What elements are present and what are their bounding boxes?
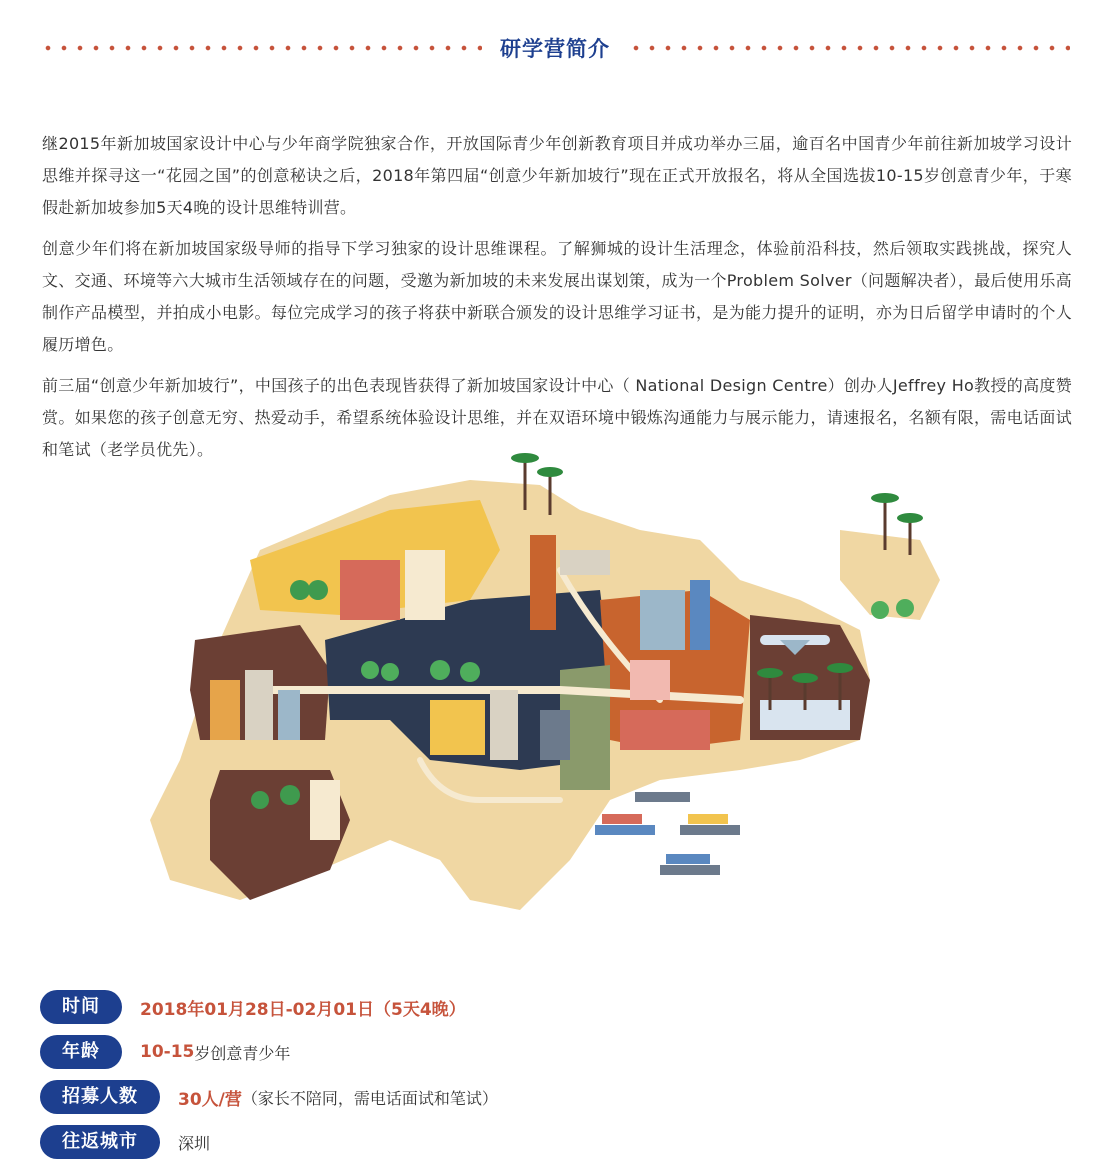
map-tree bbox=[430, 660, 450, 680]
label-pill-city: 往返城市 bbox=[40, 1125, 160, 1159]
map-building bbox=[430, 700, 485, 755]
map-tree bbox=[251, 791, 269, 809]
map-building bbox=[310, 780, 340, 840]
label-pill-quota: 招募人数 bbox=[40, 1080, 160, 1114]
map-tree bbox=[290, 580, 310, 600]
map-building bbox=[690, 580, 710, 650]
map-building bbox=[630, 660, 670, 700]
map-cargo-ship bbox=[595, 792, 740, 875]
map-tree bbox=[280, 785, 300, 805]
time-value: 2018年01月28日-02月01日（5天4晚） bbox=[140, 999, 466, 1020]
map-building bbox=[405, 550, 445, 620]
singapore-map-illustration bbox=[140, 440, 960, 940]
intro-paragraph-3: 前三届“创意少年新加坡行”，中国孩子的出色表现皆获得了新加坡国家设计中心（ National Design Centre）创办人Jeffrey Ho教授的高度赞赏。如果您的孩子创意无穷、热爱动手，希望系统体验设计思维，并在双语环境中锻炼沟通能力与展示能力，请速报名，名额有限，需电话面试和笔试（老学员优先）。 bbox=[42, 376, 1072, 459]
quota-value-strong: 30人/营 bbox=[178, 1089, 242, 1110]
map-building bbox=[530, 535, 556, 630]
map-building bbox=[245, 670, 273, 740]
map-building bbox=[278, 690, 300, 740]
city-value: 深圳 bbox=[178, 1133, 211, 1153]
label-pill-age: 年龄 bbox=[40, 1035, 122, 1069]
map-building bbox=[210, 680, 240, 740]
info-row-city bbox=[40, 1125, 210, 1159]
map-tree bbox=[871, 601, 889, 619]
dotted-divider-left bbox=[40, 45, 482, 51]
map-tree bbox=[361, 661, 379, 679]
map-building bbox=[490, 690, 518, 760]
info-row-quota bbox=[40, 1080, 498, 1114]
info-row-age bbox=[40, 1035, 290, 1069]
map-building bbox=[340, 560, 400, 620]
section-header bbox=[40, 28, 1070, 68]
map-tree bbox=[381, 663, 399, 681]
label-pill-time: 时间 bbox=[40, 990, 122, 1024]
map-building bbox=[540, 710, 570, 760]
map-building bbox=[620, 710, 710, 750]
info-row-time bbox=[40, 990, 466, 1024]
dotted-divider-right bbox=[628, 45, 1070, 51]
quota-value-rest: （家长不陪同，需电话面试和笔试） bbox=[241, 1088, 498, 1108]
age-value-strong: 10-15 bbox=[140, 1042, 195, 1062]
section-title: 研学营简介 bbox=[500, 37, 610, 61]
map-building bbox=[560, 550, 610, 575]
map-building bbox=[640, 590, 685, 650]
intro-paragraph-2: 创意少年们将在新加坡国家级导师的指导下学习独家的设计思维课程。了解狮城的设计生活理念，体验前沿科技，然后领取实践挑战，探究人文、交通、环境等六大城市生活领域存在的问题，受邀为新加坡的未来发展出谋划策，成为一个Problem Solver（问题解决者），最后使用乐高制作产品模型，并拍成小电影。每位完成学习的孩子将获中新联合颁发的设计思维学习证书，是为能力提升的证明，亦为日后留学申请时的个人履历增色。 bbox=[42, 239, 1072, 354]
intro-paragraph-1: 继2015年新加坡国家设计中心与少年商学院独家合作，开放国际青少年创新教育项目并成功举办三届，逾百名中国青少年前往新加坡学习设计思维并探寻这一“花园之国”的创意秘诀之后，2018年第四届“创意少年新加坡行”现在正式开放报名，将从全国选拔10-15岁创意青少年，于寒假赴新加坡参加5天4晚的设计思维特训营。 bbox=[42, 134, 1072, 217]
map-tree bbox=[460, 662, 480, 682]
map-tree bbox=[896, 599, 914, 617]
age-value-rest: 岁创意青少年 bbox=[194, 1043, 291, 1063]
map-island-east bbox=[840, 530, 940, 620]
map-tree bbox=[308, 580, 328, 600]
intro-text bbox=[42, 128, 1072, 475]
